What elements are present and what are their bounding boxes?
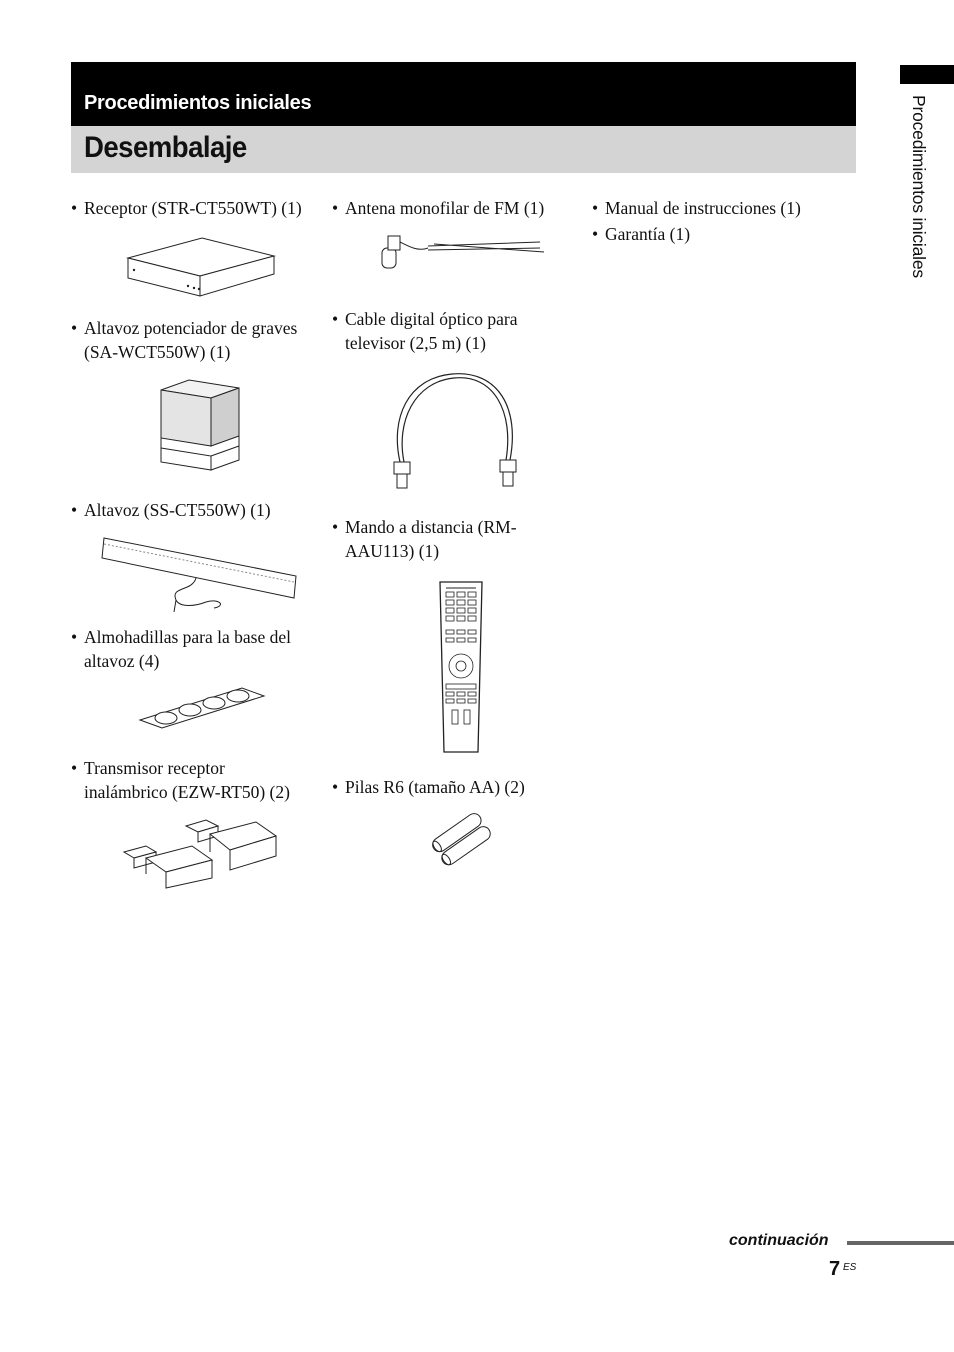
item-pads: • Almohadillas para la base del altavoz (4) [71, 627, 292, 671]
optical-cable-illustration [388, 368, 524, 496]
item-batteries: • Pilas R6 (tamaño AA) (2) [332, 777, 525, 797]
subwoofer-illustration [155, 376, 245, 476]
side-tab-marker [900, 65, 954, 84]
item-warranty: • Garantía (1) [592, 224, 691, 244]
page-language-suffix: ES [843, 1262, 857, 1273]
continued-bar [847, 1241, 954, 1245]
transceiver-illustration [120, 812, 280, 890]
section-header-bar [71, 62, 856, 126]
receiver-illustration [120, 232, 282, 300]
continued-label: continuación [729, 1232, 829, 1249]
speaker-illustration [100, 534, 302, 614]
section-title: Procedimientos iniciales [84, 92, 312, 114]
item-remote: • Mando a distancia (RM- AAU113) (1) [332, 517, 517, 561]
item-speaker: • Altavoz (SS-CT550W) (1) [71, 500, 271, 520]
page-title-bar [71, 126, 856, 173]
page-number: 7 [829, 1258, 841, 1280]
antenna-illustration [374, 228, 546, 276]
batteries-illustration [424, 812, 500, 868]
item-optical-cable: • Cable digital óptico para televisor (2,5 m) (1) [332, 309, 518, 353]
item-receiver: • Receptor (STR-CT550WT) (1) [71, 198, 302, 218]
item-transceiver: • Transmisor receptor inalámbrico (EZW-RT50) (2) [71, 758, 290, 802]
page-title: Desembalaje [84, 131, 247, 164]
item-manual: • Manual de instrucciones (1) [592, 198, 801, 218]
remote-illustration [436, 576, 486, 756]
item-antenna: • Antena monofilar de FM (1) [332, 198, 545, 218]
side-tab-label: Procedimientos iniciales [909, 95, 929, 278]
pads-illustration [136, 684, 268, 732]
item-subwoofer: • Altavoz potenciador de graves (SA-WCT550W) (1) [71, 318, 298, 362]
